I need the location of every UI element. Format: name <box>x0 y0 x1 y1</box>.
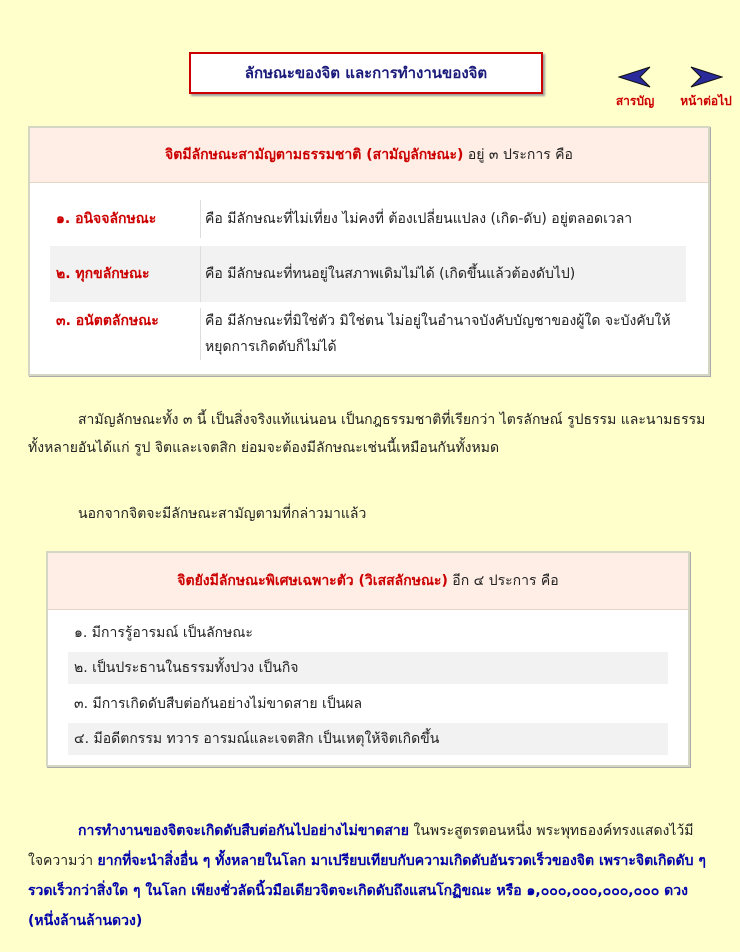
special-characteristics-panel <box>46 551 690 767</box>
body-text: ในพระสูตรตอนหนึ่ง พระพุทธองค์ทรงแสดงไว้มีใจความว่า <box>28 823 694 869</box>
heading-highlight: จิตมีลักษณะสามัญตามธรรมชาติ (สามัญลักษณะ) <box>165 147 464 163</box>
characteristic-term: ๑. อนิจจลักษณะ <box>56 211 157 227</box>
mind-function-paragraph <box>28 816 718 936</box>
special-characteristics-heading <box>48 553 688 610</box>
transition-paragraph: นอกจากจิตจะมีลักษณะสามัญตามที่กล่าวมาแล้ว <box>78 506 367 522</box>
common-characteristics-panel <box>28 126 710 376</box>
characteristic-definition: คือ มีลักษณะที่มิใช่ตัว มิใช่ตน ไม่อยู่ในอำนาจบังคับบัญชาของผู้ใด จะบังคับให้หยุดการเกิดดับก็ไม่ได้ <box>200 308 686 360</box>
next-page-link[interactable] <box>672 66 740 111</box>
list-item: ๒. เป็นประธานในธรรมทั้งปวง เป็นกิจ <box>68 652 668 684</box>
common-characteristics-heading <box>30 128 708 183</box>
list-item: ๓. มีการเกิดดับสืบต่อกันอย่างไม่ขาดสาย เป็นผล <box>74 696 363 712</box>
characteristic-row <box>50 200 686 238</box>
bold-quote: ยากที่จะนำสิ่งอื่น ๆ ทั้งหลายในโลก มาเปรียบเทียบกับความเกิดดับอันรวดเร็วของจิต เพราะจิตเกิดดับ ๆ รวดเร็วกว่าสิ่งใด ๆ ในโลก เพียงชั่วลัดนิ้วมือเดียวจิตจะเกิดดับถึงแสนโกฏิขณะ หรือ ๑,๐๐๐,๐๐๐,๐๐๐,๐๐๐ ดวง (หนึ่งล้านล้านดวง) <box>28 853 706 929</box>
table-of-contents-label[interactable]: สารบัญ <box>615 94 655 108</box>
characteristic-row <box>50 308 686 364</box>
list-item: ๔. มีอดีตกรรม ทวาร อารมณ์และเจตสิก เป็นเหตุให้จิตเกิดขึ้น <box>68 723 668 755</box>
characteristic-term: ๓. อนัตตลักษณะ <box>56 313 159 329</box>
characteristic-row <box>50 246 686 302</box>
characteristic-term: ๒. ทุกขลักษณะ <box>56 266 150 282</box>
heading-suffix: อีก ๔ ประการ คือ <box>447 573 559 589</box>
heading-highlight: จิตยังมีลักษณะพิเศษเฉพาะตัว (วิเสสลักษณะ) <box>177 573 448 589</box>
characteristic-definition: คือ มีลักษณะที่ทนอยู่ในสภาพเดิมไม่ได้ (เกิดขึ้นแล้วต้องดับไป) <box>200 246 686 302</box>
bold-intro: การทำงานของจิตจะเกิดดับสืบต่อกันไปอย่างไม่ขาดสาย <box>78 823 409 839</box>
list-item: ๑. มีการรู้อารมณ์ เป็นลักษณะ <box>74 625 253 641</box>
characteristic-definition: คือ มีลักษณะที่ไม่เที่ยง ไม่คงที่ ต้องเปลี่ยนแปลง (เกิด-ดับ) อยู่ตลอดเวลา <box>200 200 686 238</box>
arrow-right-icon[interactable] <box>689 66 723 88</box>
next-page-label[interactable]: หน้าต่อไป <box>680 94 732 108</box>
table-of-contents-link[interactable] <box>612 66 658 111</box>
arrow-left-icon[interactable] <box>618 66 652 88</box>
heading-suffix: อยู่ ๓ ประการ คือ <box>463 147 573 163</box>
common-characteristics-paragraph: สามัญลักษณะทั้ง ๓ นี้ เป็นสิ่งจริงแท้แน่นอน เป็นกฎธรรมชาติที่เรียกว่า ไตรลักษณ์ รูปธรรม และนามธรรมทั้งหลายอันได้แก่ รูป จิตและเจตสิก ย่อมจะต้องมีลักษณะเช่นนี้เหมือนกันทั้งหมด <box>28 412 706 456</box>
page-title: ลักษณะของจิต และการทำงานของจิต <box>189 52 543 94</box>
